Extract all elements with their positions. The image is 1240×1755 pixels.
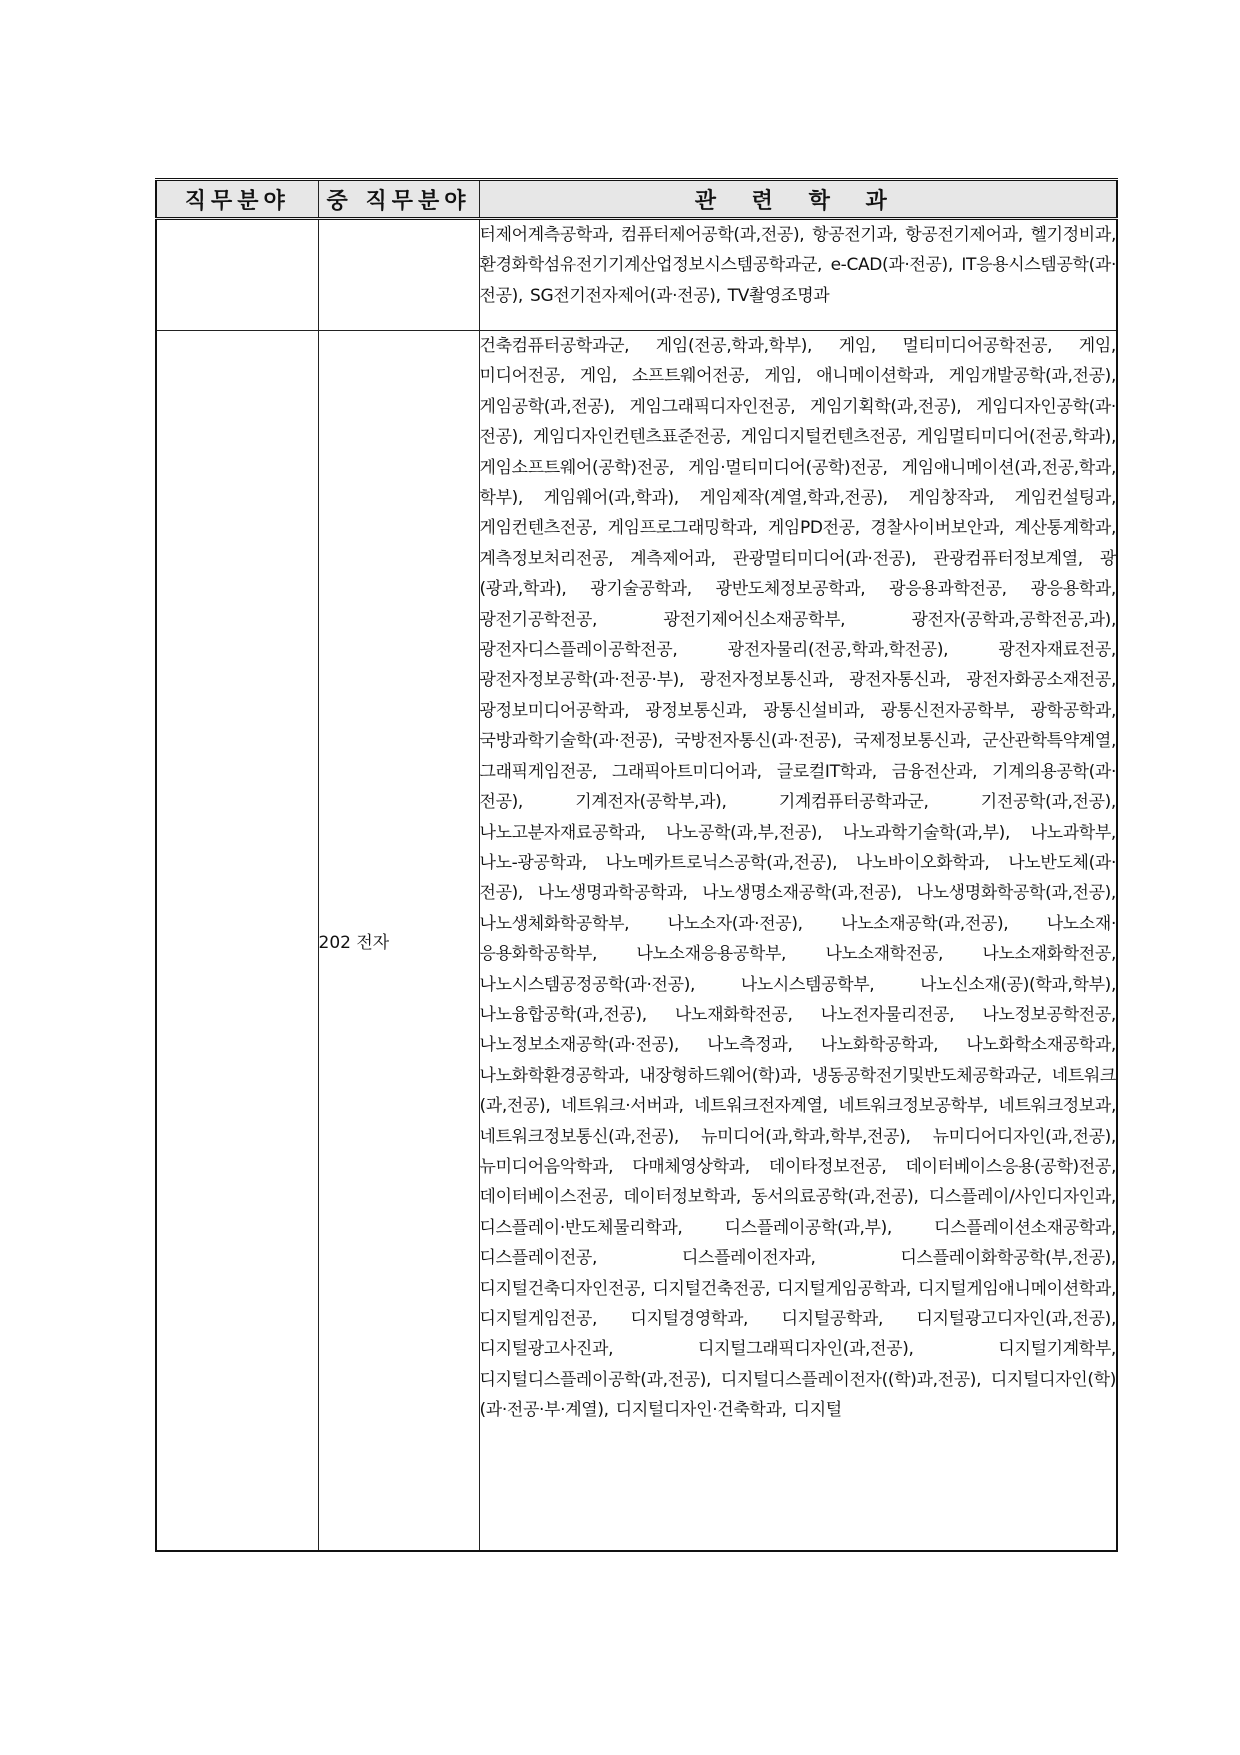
job-field-cell	[156, 219, 318, 331]
related-departments-cell: 건축컴퓨터공학과군, 게임(전공,학과,학부), 게임, 멀티미디어공학전공, 게임, 미디어전공, 게임, 소프트웨어전공, 게임, 애니메이션학과, 게임개발공학(과,전공), 게임공학(과,전공), 게임그래픽디자인전공, 게임기획학(과,전공), 게임디자인공학(과·전공), 게임디자인컨텐츠표준전공, 게임디지털컨텐츠전공, 게임멀티미디어(전공,학과), 게임소프트웨어(공학)전공, 게임·멀티미디어(공학)전공, 게임애니메이션(과,전공,학과,학부), 게임웨어(과,학과), 게임제작(계열,학과,전공), 게임창작과, 게임컨설팅과, 게임컨텐츠전공, 게임프로그래밍학과, 게임PD전공, 경찰사이버보안과, 계산통계학과, 계측정보처리전공, 계측제어과, 관광멀티미디어(과·전공), 관광컴퓨터정보계열, 광(광과,학과), 광기술공학과, 광반도체정보공학과, 광응용과학전공, 광응용학과, 광전기공학전공, 광전기제어신소재공학부, 광전자(공학과,공학전공,과), 광전자디스플레이공학전공, 광전자물리(전공,학과,학전공), 광전자재료전공, 광전자정보공학(과·전공·부), 광전자정보통신과, 광전자통신과, 광전자화공소재전공, 광정보미디어공학과, 광정보통신과, 광통신설비과, 광통신전자공학부, 광학공학과, 국방과학기술학(과·전공), 국방전자통신(과·전공), 국제정보통신과, 군산관학특약계열, 그래픽게임전공, 그래픽아트미디어과, 글로컬IT학과, 금융전산과, 기계의용공학(과·전공), 기계전자(공학부,과), 기계컴퓨터공학과군, 기전공학(과,전공), 나노고분자재료공학과, 나노공학(과,부,전공), 나노과학기술학(과,부), 나노과학부, 나노-광공학과, 나노메카트로닉스공학(과,전공), 나노바이오화학과, 나노반도체(과·전공), 나노생명과학공학과, 나노생명소재공학(과,전공), 나노생명화학공학(과,전공), 나노생체화학공학부, 나노소자(과·전공), 나노소재공학(과,전공), 나노소재·응용화학공학부, 나노소재응용공학부, 나노소재학전공, 나노소재화학전공, 나노시스템공정공학(과·전공), 나노시스템공학부, 나노신소재(공)(학과,학부), 나노융합공학(과,전공), 나노재화학전공, 나노전자물리전공, 나노정보공학전공, 나노정보소재공학(과·전공), 나노측정과, 나노화학공학과, 나노화학소재공학과, 나노화학환경공학과, 내장형하드웨어(학)과, 냉동공학전기및반도체공학과군, 네트워크(과,전공), 네트워크·서버과, 네트워크전자계열, 네트워크정보공학부, 네트워크정보과, 네트워크정보통신(과,전공), 뉴미디어(과,학과,학부,전공), 뉴미디어디자인(과,전공), 뉴미디어음악학과, 다매체영상학과, 데이타정보전공, 데이터베이스응용(공학)전공, 데이터베이스전공, 데이터정보학과, 동서의료공학(과,전공), 디스플레이/사인디자인과, 디스플레이·반도체물리학과, 디스플레이공학(과,부), 디스플레이션소재공학과, 디스플레이전공, 디스플레이전자과, 디스플레이화학공학(부,전공), 디지털건축디자인전공, 디지털건축전공, 디지털게임공학과, 디지털게임애니메이션학과, 디지털게임전공, 디지털경영학과, 디지털공학과, 디지털광고디자인(과,전공), 디지털광고사진과, 디지털그래픽디자인(과,전공), 디지털기계학부, 디지털디스플레이공학(과,전공), 디지털디스플레이전자((학)과,전공), 디지털디자인(학)(과·전공·부·계열), 디지털디자인·건축학과, 디지털	[479, 331, 1117, 1551]
department-table	[155, 178, 1118, 1552]
sub-job-field-cell: 202 전자	[318, 331, 479, 1551]
table-header-row	[156, 180, 1117, 219]
table-row	[156, 219, 1117, 331]
related-departments-cell: 터제어계측공학과, 컴퓨터제어공학(과,전공), 항공전기과, 항공전기제어과, 헬기정비과, 환경화학섬유전기기계산업정보시스템공학과군, e-CAD(과·전공), IT응용시스템공학(과·전공), SG전기전자제어(과·전공), TV촬영조명과	[479, 219, 1117, 331]
job-field-cell	[156, 331, 318, 1551]
table-row	[156, 331, 1117, 1551]
header-related-departments: 관 련 학 과	[479, 180, 1117, 219]
header-job-field: 직무분야	[156, 180, 318, 219]
sub-job-field-cell	[318, 219, 479, 331]
header-sub-job-field: 중 직무분야	[318, 180, 479, 219]
